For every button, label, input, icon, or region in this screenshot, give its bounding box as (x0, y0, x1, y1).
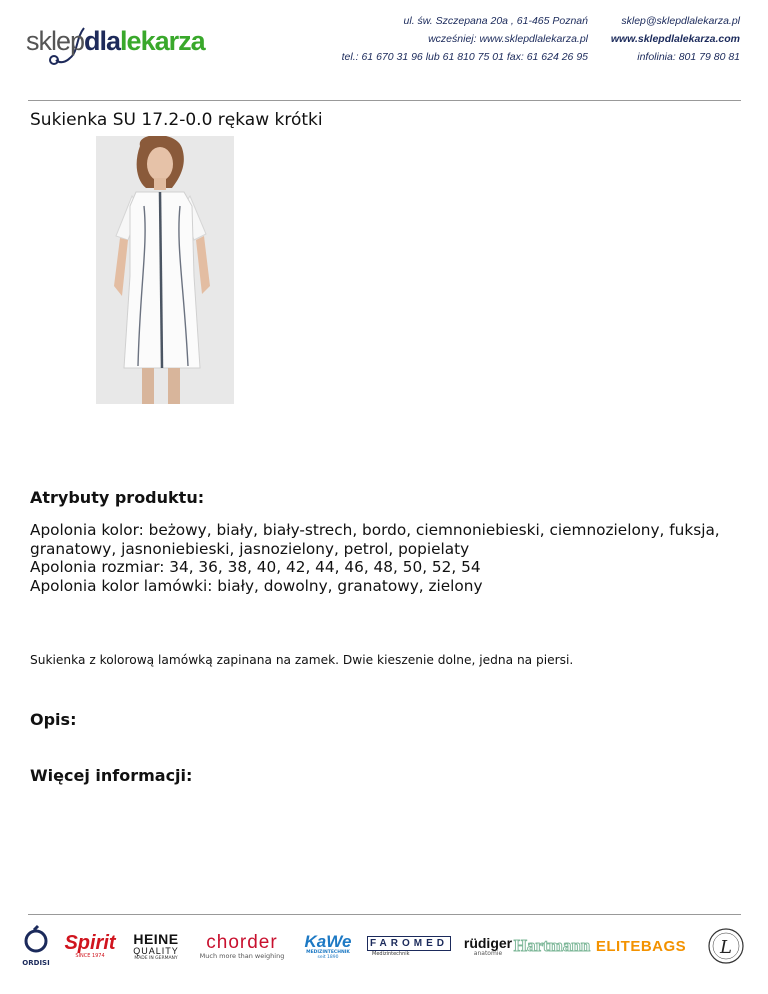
website-link[interactable]: www.sklepdlalekarza.com (610, 33, 740, 45)
product-title: Sukienka SU 17.2-0.0 rękaw krótki (30, 110, 323, 130)
heine-quality: QUALITY (133, 945, 179, 956)
logo-part-sklep: sklep (26, 26, 85, 56)
heine-wordmark: HEINE (133, 930, 179, 947)
elitebags-logo[interactable] (588, 924, 694, 968)
ordisi-label: ORDISI (22, 959, 50, 967)
previous-site-line[interactable]: wcześniej: www.sklepdlalekarza.pl (428, 33, 588, 45)
littmann-logo[interactable] (706, 924, 746, 968)
elitebags-wordmark: ELITEBAGS (595, 937, 687, 955)
description-heading: Opis: (30, 710, 77, 729)
dress-illustration (96, 136, 234, 404)
site-header (0, 0, 768, 80)
rudiger-logo[interactable] (460, 924, 516, 968)
chorder-tagline: Much more than weighing (199, 951, 285, 960)
short-description: Sukienka z kolorową lamówką zapinana na zamek. Dwie kieszenie dolne, jedna na piersi. (30, 653, 574, 667)
spirit-wordmark: Spirit (64, 932, 116, 954)
heine-made: MADE IN GERMANY (134, 955, 178, 961)
kawe-wordmark: KaWe (304, 931, 352, 951)
hotline-line: infolinia: 801 79 80 81 (637, 51, 740, 63)
rudiger-wordmark: rüdiger (463, 934, 513, 951)
brand-logos (20, 924, 750, 968)
logo-part-lekarza: lekarza (120, 26, 205, 56)
hartmann-wordmark: Hartmann (513, 936, 591, 955)
contact-block (611, 12, 740, 66)
ordisi-icon (20, 924, 52, 968)
phone-line: tel.: 61 670 31 96 lub 61 810 75 01 fax: 61 624 26 95 (341, 51, 588, 63)
ordisi-logo[interactable] (20, 924, 52, 968)
more-info-heading: Więcej informacji: (30, 766, 193, 785)
product-image[interactable] (96, 136, 234, 404)
attribute-trim-color: Apolonia kolor lamówki: biały, dowolny, granatowy, zielony (30, 576, 483, 595)
spirit-since: SINCE 1974 (75, 953, 105, 959)
address-line: ul. św. Szczepana 20a , 61-465 Poznań (403, 15, 588, 27)
logo-text (26, 26, 205, 57)
littmann-letter: L (720, 937, 732, 958)
spirit-logo[interactable] (60, 924, 120, 968)
logo-part-dla: dla (84, 26, 121, 56)
email-link[interactable]: sklep@sklepdlalekarza.pl (621, 15, 740, 27)
attributes-list (30, 521, 740, 595)
address-block (342, 12, 588, 66)
littmann-icon (707, 927, 745, 965)
kawe-sub: MEDIZINTECHNIK (306, 949, 350, 955)
attribute-size: Apolonia rozmiar: 34, 36, 38, 40, 42, 44, 46, 48, 50, 52, 54 (30, 558, 481, 576)
store-logo[interactable] (22, 14, 205, 70)
kawe-since: seit 1890 (317, 954, 339, 960)
attributes-heading: Atrybuty produktu: (30, 488, 205, 507)
hartmann-logo[interactable] (513, 924, 591, 968)
heine-logo[interactable] (126, 924, 186, 968)
footer-divider (28, 914, 741, 915)
chorder-logo[interactable] (196, 924, 288, 968)
faromed-logo[interactable] (368, 924, 450, 968)
rudiger-sub: anatomie (473, 949, 503, 957)
chorder-wordmark: chorder (206, 931, 278, 953)
faromed-sub: Medizintechnik (372, 950, 410, 957)
attribute-color: Apolonia kolor: beżowy, biały, biały-strech, bordo, ciemnoniebieski, ciemnozielony, fuksja, granatowy, jasnoniebieski, jasnozielony, petrol, popielaty (30, 521, 720, 558)
kawe-logo[interactable] (302, 924, 354, 968)
header-divider (28, 100, 741, 101)
faromed-wordmark: FAROMED (367, 936, 451, 951)
